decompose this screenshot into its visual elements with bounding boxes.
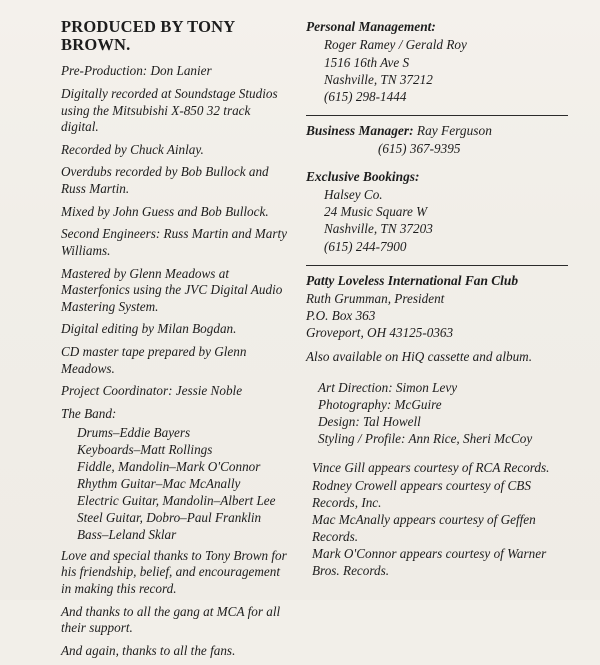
business-manager-label: Business Manager: (306, 123, 414, 139)
business-manager-phone: (615) 367-9395 (378, 141, 461, 157)
list-item: Keyboards–Matt Rollings (77, 441, 213, 457)
thanks-line: Love and special thanks to Tony Brown for his friendship, belief, and encouragement in making this record. (61, 547, 287, 596)
art-credits-block (306, 379, 568, 448)
appearance-line: Mark O'Connor appears courtesy of Warner Bros. Records. (312, 546, 547, 579)
art-credit-line: Styling / Profile: Ann Rice, Sheri McCoy (318, 431, 533, 447)
contact-line: Groveport, OH 43125-0363 (306, 325, 454, 341)
right-column (306, 18, 568, 579)
appearance-line: Mac McAnally appears courtesy of Geffen Records. (312, 511, 536, 544)
contact-line: P.O. Box 363 (306, 308, 376, 324)
left-column (16, 18, 288, 665)
list-item: Fiddle, Mandolin–Mark O'Connor (77, 458, 261, 474)
contact-line: Ruth Grumman, President (306, 291, 445, 307)
credit-line: Mastered by Glenn Meadows at Masterfonics using the JVC Digital Audio Mastering System. (61, 265, 283, 314)
contact-line: (615) 298-1444 (324, 88, 407, 104)
two-column-layout (16, 18, 584, 665)
business-manager-name: Ray Ferguson (416, 123, 492, 139)
credit-line: Overdubs recorded by Bob Bullock and Russ Martin. (61, 164, 269, 197)
personal-management-heading: Personal Management: (306, 19, 436, 34)
page-title: PRODUCED BY TONY BROWN. (61, 17, 235, 55)
divider (306, 265, 568, 266)
contact-line: Halsey Co. (324, 187, 383, 203)
business-manager-heading (306, 122, 568, 139)
credit-line: Mixed by John Guess and Bob Bullock. (61, 203, 269, 219)
availability-note: Also available on HiQ cassette and album. (306, 348, 532, 364)
credit-line: Digital editing by Milan Bogdan. (61, 321, 237, 337)
list-item: Electric Guitar, Mandolin–Albert Lee (77, 493, 276, 509)
credit-line: Pre-Production: Don Lanier (61, 63, 212, 79)
appearance-line: Vince Gill appears courtesy of RCA Records. (312, 460, 550, 476)
fan-club-heading: Patty Loveless International Fan Club (306, 272, 519, 288)
art-credit-line: Art Direction: Simon Levy (318, 379, 458, 395)
credit-line: CD master tape prepared by Glenn Meadows. (61, 344, 247, 376)
personal-management-block (306, 18, 568, 105)
credit-line: Second Engineers: Russ Martin and Marty Williams. (61, 226, 287, 258)
art-credit-line: Design: Tal Howell (318, 414, 421, 430)
band-member-list (61, 424, 288, 544)
art-credit-line: Photography: McGuire (318, 396, 442, 412)
thanks-line: And again, thanks to all the fans. (61, 642, 236, 658)
list-item: Steel Guitar, Dobro–Paul Franklin (77, 510, 262, 526)
credit-line: Recorded by Chuck Ainlay. (61, 141, 204, 157)
credit-line: Project Coordinator: Jessie Noble (61, 383, 243, 399)
contact-line: Roger Ramey / Gerald Roy (324, 37, 467, 53)
contact-line: 24 Music Square W (324, 204, 428, 220)
exclusive-bookings-block (306, 168, 568, 255)
exclusive-bookings-heading: Exclusive Bookings: (306, 168, 420, 184)
contact-line: Nashville, TN 37203 (324, 221, 433, 237)
contact-line: 1516 16th Ave S (324, 54, 410, 70)
appearance-line: Rodney Crowell appears courtesy of CBS Records, Inc. (312, 477, 531, 510)
appearances-block (306, 459, 568, 579)
list-item: Drums–Eddie Bayers (77, 424, 191, 440)
business-manager-block (306, 122, 568, 158)
divider (306, 115, 568, 116)
band-heading: The Band: (61, 405, 117, 421)
credit-line: Digitally recorded at Soundstage Studios using the Mitsubishi X-850 32 track digital. (61, 85, 278, 135)
list-item: Rhythm Guitar–Mac McAnally (77, 476, 241, 491)
list-item: Bass–Leland Sklar (77, 527, 177, 543)
contact-line: Nashville, TN 37212 (324, 71, 433, 87)
thanks-line: And thanks to all the gang at MCA for all their support. (61, 603, 281, 636)
fan-club-block (306, 272, 568, 365)
contact-line: (615) 244-7900 (324, 238, 407, 254)
